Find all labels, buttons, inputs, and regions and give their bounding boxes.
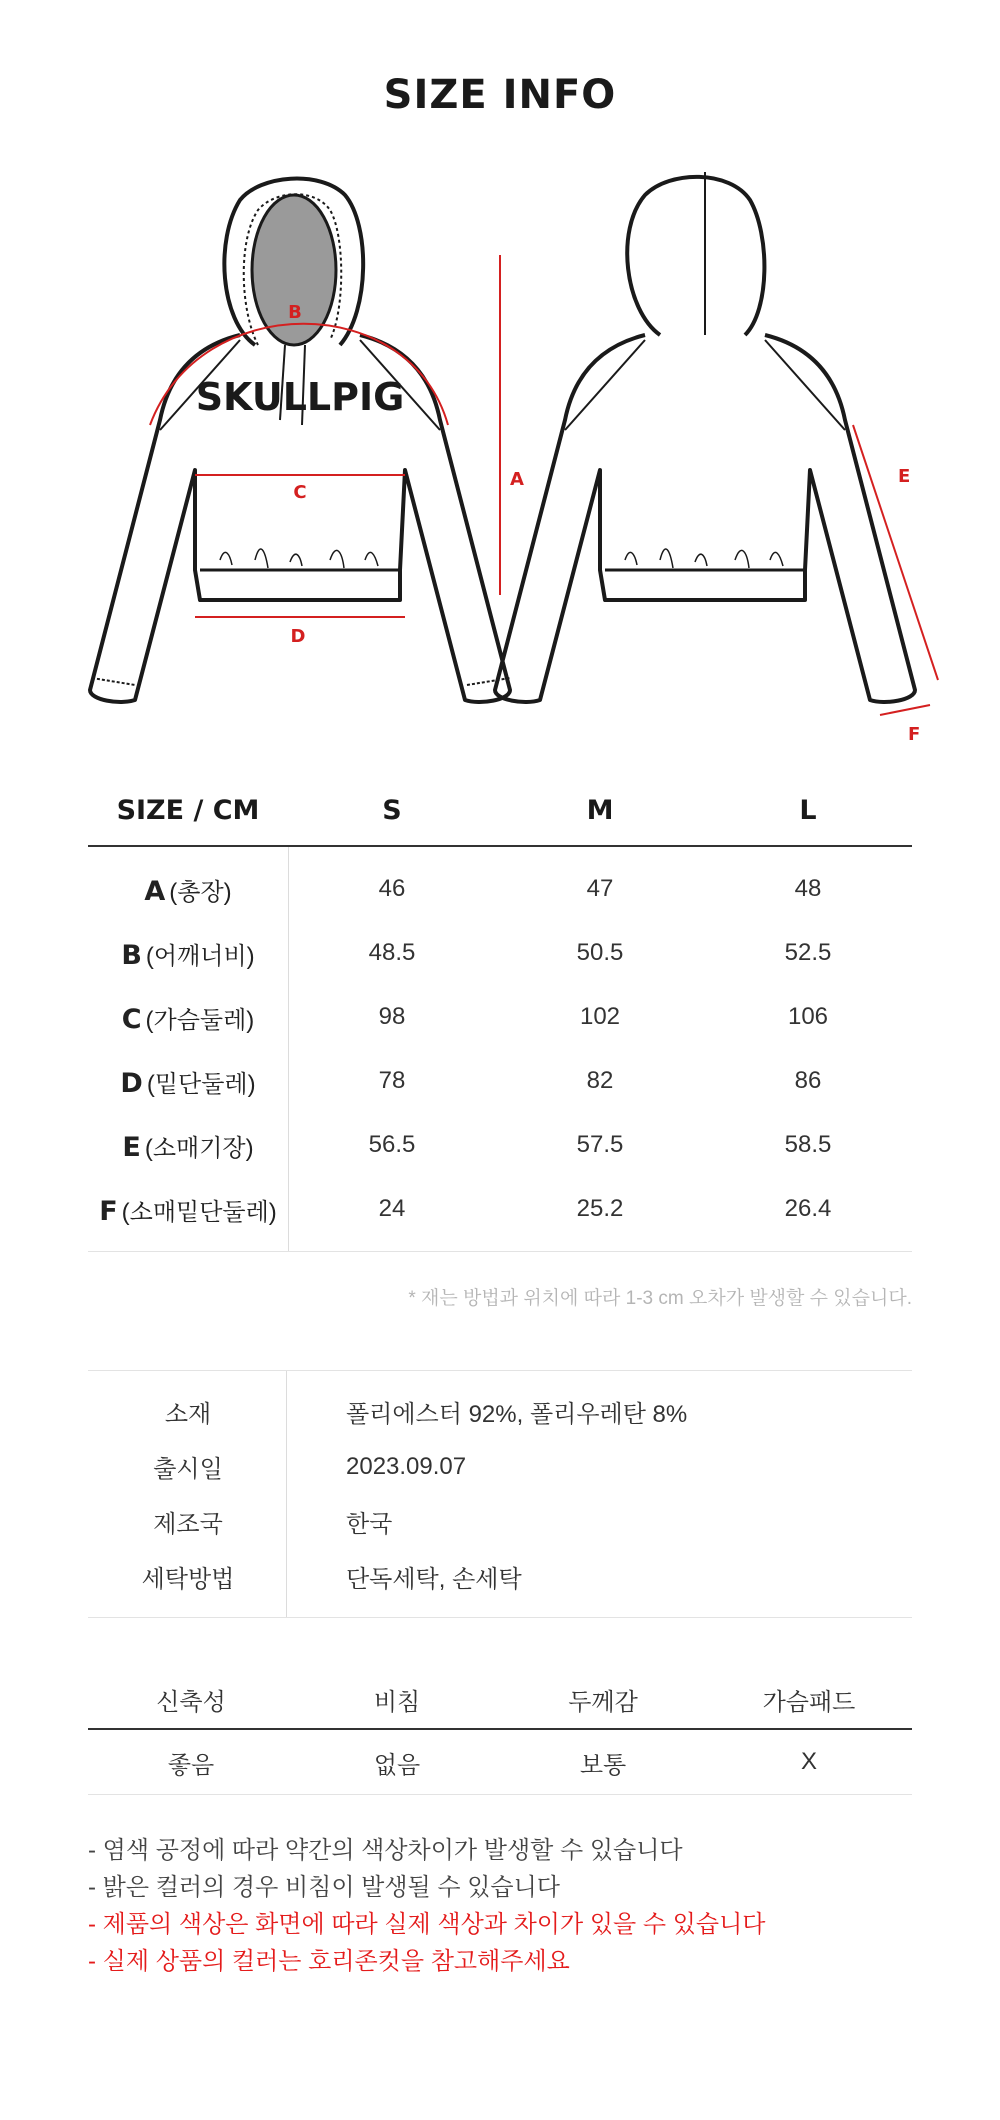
row-name: (소매밑단둘레): [121, 1198, 277, 1226]
row-key: F: [99, 1195, 118, 1227]
info-value: 한국: [346, 1511, 393, 1538]
cell-s: 24: [378, 1195, 406, 1222]
cell-m: 50.5: [576, 939, 624, 966]
row-name: (밑단둘레): [146, 1070, 256, 1098]
notice-item-highlight: - 실제 상품의 컬러는 호리존컷을 참고해주세요: [88, 1948, 570, 1975]
feel-value-pad: X: [800, 1748, 817, 1775]
product-info-table: [88, 1370, 912, 1618]
row-key: A: [144, 875, 166, 907]
cell-m: 47: [586, 875, 614, 902]
cell-m: 57.5: [576, 1131, 624, 1158]
cell-l: 52.5: [784, 939, 832, 966]
label-f: F: [908, 724, 921, 745]
info-value: 2023.09.07: [346, 1452, 467, 1480]
cell-s: 46: [378, 875, 406, 902]
info-value: 단독세탁, 손세탁: [346, 1566, 522, 1593]
row-name: (소매기장): [144, 1134, 254, 1162]
cell-l: 26.4: [784, 1195, 832, 1222]
cell-m: 102: [579, 1003, 621, 1030]
cell-s: 98: [378, 1003, 406, 1030]
size-table-header: [88, 775, 912, 847]
info-key: 소재: [164, 1401, 212, 1428]
info-key: 제조국: [153, 1511, 223, 1538]
notice-item: - 밝은 컬러의 경우 비침이 발생될 수 있습니다: [88, 1874, 560, 1901]
header-s: S: [382, 794, 402, 826]
info-key: 출시일: [153, 1456, 223, 1483]
notice-item: - 염색 공정에 따라 약간의 색상차이가 발생할 수 있습니다: [88, 1837, 683, 1864]
row-name: (총장): [169, 878, 232, 906]
info-row: [88, 1439, 912, 1494]
cell-l: 106: [787, 1003, 829, 1030]
cell-m: 25.2: [576, 1195, 624, 1222]
row-key: D: [120, 1067, 143, 1099]
fabric-feel-table: [88, 1670, 912, 1795]
cell-l: 58.5: [784, 1131, 832, 1158]
label-c: C: [293, 482, 307, 503]
notice-list: [88, 1832, 765, 1980]
header-m: M: [586, 794, 614, 826]
row-name: (어깨너비): [145, 942, 255, 970]
table-row: [88, 1113, 912, 1177]
cell-l: 86: [794, 1067, 822, 1094]
info-row: [88, 1384, 912, 1439]
cell-s: 56.5: [368, 1131, 416, 1158]
feel-value-sheer: 없음: [373, 1751, 421, 1779]
row-key: E: [122, 1131, 141, 1163]
feel-header-sheer: 비침: [373, 1688, 421, 1716]
feel-header: [88, 1670, 912, 1730]
size-table: [88, 775, 912, 1252]
label-e: E: [898, 466, 911, 487]
cell-m: 82: [586, 1067, 614, 1094]
feel-header-pad: 가슴패드: [762, 1688, 856, 1716]
info-row: [88, 1494, 912, 1549]
feel-header-thickness: 두께감: [568, 1688, 638, 1716]
label-b: B: [288, 302, 302, 323]
label-a: A: [510, 469, 524, 490]
cell-l: 48: [794, 875, 822, 902]
feel-value-thickness: 보통: [579, 1751, 627, 1779]
measurement-note: * 재는 방법과 위치에 따라 1-3 cm 오차가 발생할 수 있습니다.: [408, 1288, 912, 1309]
info-key: 세탁방법: [141, 1566, 235, 1593]
page-title: SIZE INFO: [383, 72, 617, 118]
cell-s: 48.5: [368, 939, 416, 966]
table-row: [88, 1049, 912, 1113]
feel-values-row: [88, 1730, 912, 1795]
feel-header-stretch: 신축성: [156, 1688, 226, 1716]
table-row: [88, 857, 912, 921]
info-value: 폴리에스터 92%, 폴리우레탄 8%: [346, 1401, 688, 1428]
hoodie-diagram: [80, 170, 960, 760]
feel-value-stretch: 좋음: [167, 1751, 215, 1779]
label-d: D: [290, 626, 306, 647]
header-size-cm: SIZE / CM: [116, 794, 260, 826]
table-row: [88, 985, 912, 1049]
row-key: C: [121, 1003, 142, 1035]
size-table-body: [88, 847, 912, 1252]
cell-s: 78: [378, 1067, 406, 1094]
info-row: [88, 1549, 912, 1604]
front-logo-text: SKULLPIG: [195, 375, 405, 419]
table-row: [88, 1177, 912, 1241]
row-name: (가슴둘레): [145, 1006, 255, 1034]
notice-item-highlight: - 제품의 색상은 화면에 따라 실제 색상과 차이가 있을 수 있습니다: [88, 1911, 766, 1938]
front-hoodie-illustration: [90, 179, 510, 702]
header-l: L: [799, 794, 817, 826]
table-row: [88, 921, 912, 985]
back-hoodie-illustration: [495, 172, 915, 702]
row-key: B: [121, 939, 142, 971]
